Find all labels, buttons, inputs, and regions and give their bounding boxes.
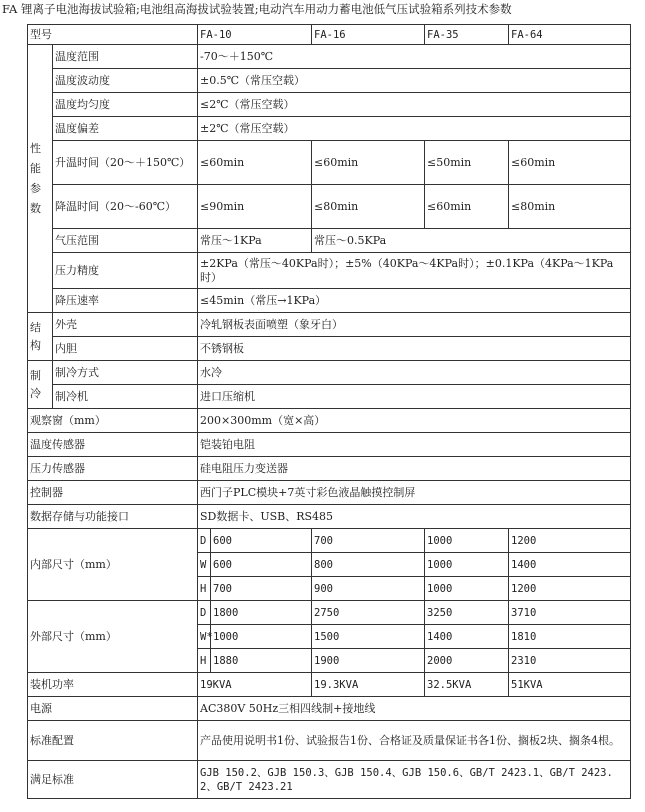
table-row — [28, 529, 631, 553]
outer-d-fa64: 3710 — [509, 601, 631, 625]
cool-time-fa35: ≤60min — [425, 185, 509, 229]
outer-w-fa64: 1810 — [509, 625, 631, 649]
outer-w-fa35: 1400 — [425, 625, 509, 649]
temp-range-label: 温度范围 — [53, 45, 198, 69]
spec-table — [27, 24, 631, 799]
inner-h-fa10: 700 — [211, 577, 312, 601]
temp-sensor-label: 温度传感器 — [28, 433, 198, 457]
power-fa16: 19.3KVA — [312, 673, 425, 697]
table-row — [28, 361, 631, 385]
table-row — [28, 409, 631, 433]
storage-value: SD数据卡、USB、RS485 — [198, 505, 631, 529]
outer-dim-w: W* — [198, 625, 211, 649]
power-fa35: 32.5KVA — [425, 673, 509, 697]
inner-h-fa16: 900 — [312, 577, 425, 601]
table-row — [28, 673, 631, 697]
table-row — [28, 505, 631, 529]
table-row — [28, 229, 631, 253]
header-model-fa35: FA-35 — [425, 25, 509, 45]
liner-value: 不锈钢板 — [198, 337, 631, 361]
power-fa10: 19KVA — [198, 673, 312, 697]
inner-size-label: 内部尺寸（mm） — [28, 529, 198, 601]
table-row — [28, 761, 631, 799]
cooling-machine-value: 进口压缩机 — [198, 385, 631, 409]
standard-config-value: 产品使用说明书1份、试验报告1份、合格证及质量保证书各1份、搁板2块、搁条4根。 — [198, 721, 631, 761]
outer-h-fa64: 2310 — [509, 649, 631, 673]
outer-size-label: 外部尺寸（mm） — [28, 601, 198, 673]
cool-time-fa10: ≤90min — [198, 185, 312, 229]
shell-label: 外壳 — [53, 313, 198, 337]
group-structure — [28, 313, 53, 361]
outer-d-fa16: 2750 — [312, 601, 425, 625]
temp-fluct-value: ±0.5℃（常压空载） — [198, 69, 631, 93]
outer-h-fa16: 1900 — [312, 649, 425, 673]
pressure-sensor-value: 硅电阻压力变送器 — [198, 457, 631, 481]
inner-w-fa10: 600 — [211, 553, 312, 577]
temp-dev-label: 温度偏差 — [53, 117, 198, 141]
group-performance-label: 性能参数 — [30, 141, 41, 215]
cooling-method-label: 制冷方式 — [53, 361, 198, 385]
outer-h-fa35: 2000 — [425, 649, 509, 673]
temp-range-value: -70～＋150℃ — [198, 45, 631, 69]
pressure-sensor-label: 压力传感器 — [28, 457, 198, 481]
supply-label: 电源 — [28, 697, 198, 721]
inner-dim-h: H — [198, 577, 211, 601]
cool-time-fa64: ≤80min — [509, 185, 631, 229]
pressure-acc-label: 压力精度 — [53, 253, 198, 289]
pressure-range-fa10: 常压～1KPa — [198, 229, 312, 253]
pressure-acc-value: ±2KPa（常压～40KPa时）；±5%（40KPa～4KPa时）；±0.1KPa（4KPa～1KPa时） — [198, 253, 631, 289]
temp-sensor-value: 铠装铂电阻 — [198, 433, 631, 457]
table-row — [28, 185, 631, 229]
group-cooling — [28, 361, 53, 409]
cooling-machine-label: 制冷机 — [53, 385, 198, 409]
table-row — [28, 601, 631, 625]
table-row — [28, 481, 631, 505]
table-row — [28, 45, 631, 69]
cooling-method-value: 水冷 — [198, 361, 631, 385]
inner-dim-w: W — [198, 553, 211, 577]
power-label: 装机功率 — [28, 673, 198, 697]
heat-time-fa35: ≤50min — [425, 141, 509, 185]
controller-value: 西门子PLC模块+7英寸彩色液晶触摸控制屏 — [198, 481, 631, 505]
outer-d-fa35: 3250 — [425, 601, 509, 625]
pressure-range-other: 常压～0.5KPa — [312, 229, 631, 253]
depress-rate-label: 降压速率 — [53, 289, 198, 313]
outer-dim-d: D — [198, 601, 211, 625]
depress-rate-value: ≤45min（常压→1KPa） — [198, 289, 631, 313]
inner-w-fa16: 800 — [312, 553, 425, 577]
inner-w-fa64: 1400 — [509, 553, 631, 577]
cool-time-fa16: ≤80min — [312, 185, 425, 229]
inner-dim-d: D — [198, 529, 211, 553]
table-row — [28, 69, 631, 93]
standard-config-label: 标准配置 — [28, 721, 198, 761]
inner-d-fa64: 1200 — [509, 529, 631, 553]
standards-value: GJB 150.2、GJB 150.3、GJB 150.4、GJB 150.6、GB/T 2423.1、GB/T 2423.2、GB/T 2423.21 — [198, 761, 631, 799]
table-row — [28, 313, 631, 337]
table-header-row — [28, 25, 631, 45]
outer-d-fa10: 1800 — [211, 601, 312, 625]
temp-fluct-label: 温度波动度 — [53, 69, 198, 93]
heat-time-fa64: ≤60min — [509, 141, 631, 185]
outer-h-fa10: 1880 — [211, 649, 312, 673]
shell-value: 冷轧钢板表面喷塑（象牙白） — [198, 313, 631, 337]
header-model-label: 型号 — [28, 25, 198, 45]
temp-dev-value: ±2℃（常压空载） — [198, 117, 631, 141]
inner-h-fa35: 1000 — [425, 577, 509, 601]
page-title: FA 锂离子电池海拔试验箱;电池组高海拔试验装置;电动汽车用动力蓄电池低气压试验箱系列技术参数 — [2, 2, 512, 16]
table-row — [28, 289, 631, 313]
table-row — [28, 253, 631, 289]
table-row — [28, 385, 631, 409]
window-label: 观察窗（mm） — [28, 409, 198, 433]
supply-value: AC380V 50Hz三相四线制+接地线 — [198, 697, 631, 721]
inner-w-fa35: 1000 — [425, 553, 509, 577]
liner-label: 内胆 — [53, 337, 198, 361]
window-value: 200×300mm（宽×高） — [198, 409, 631, 433]
group-structure-label: 结构 — [30, 320, 41, 352]
temp-uniform-value: ≤2℃（常压空载） — [198, 93, 631, 117]
header-model-fa64: FA-64 — [509, 25, 631, 45]
inner-d-fa16: 700 — [312, 529, 425, 553]
group-performance — [28, 45, 53, 313]
table-row — [28, 93, 631, 117]
inner-h-fa64: 1200 — [509, 577, 631, 601]
inner-d-fa35: 1000 — [425, 529, 509, 553]
inner-d-fa10: 600 — [211, 529, 312, 553]
temp-uniform-label: 温度均匀度 — [53, 93, 198, 117]
cool-time-label: 降温时间（20～-60℃） — [53, 185, 198, 229]
controller-label: 控制器 — [28, 481, 198, 505]
heat-time-fa16: ≤60min — [312, 141, 425, 185]
storage-label: 数据存储与功能接口 — [28, 505, 198, 529]
table-row — [28, 697, 631, 721]
header-model-fa10: FA-10 — [198, 25, 312, 45]
table-row — [28, 433, 631, 457]
header-model-fa16: FA-16 — [312, 25, 425, 45]
outer-dim-h: H — [198, 649, 211, 673]
outer-w-fa16: 1500 — [312, 625, 425, 649]
table-row — [28, 457, 631, 481]
standards-label: 满足标准 — [28, 761, 198, 799]
heat-time-fa10: ≤60min — [198, 141, 312, 185]
heat-time-label: 升温时间（20～＋150℃） — [53, 141, 198, 185]
table-row — [28, 117, 631, 141]
group-cooling-label: 制冷 — [30, 368, 41, 400]
table-row — [28, 721, 631, 761]
outer-w-fa10: 1000 — [211, 625, 312, 649]
pressure-range-label: 气压范围 — [53, 229, 198, 253]
table-row — [28, 337, 631, 361]
table-row — [28, 141, 631, 185]
power-fa64: 51KVA — [509, 673, 631, 697]
